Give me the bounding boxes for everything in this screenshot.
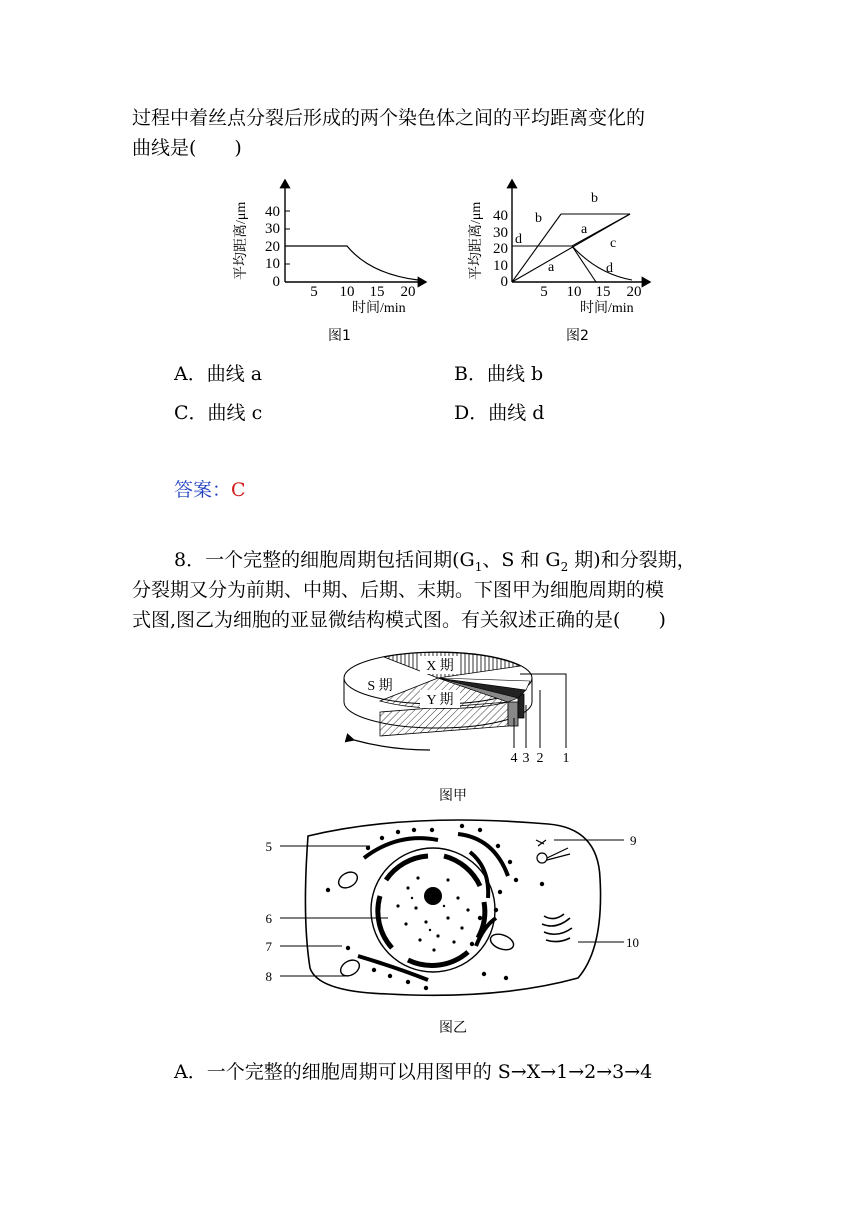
figure2-xtick: 5 [540, 284, 548, 300]
part-label-7: 7 [265, 939, 272, 954]
figure2-curve-label: b [535, 211, 542, 226]
q7-stem-line2: 曲线是( ) [132, 137, 242, 159]
part-label-8: 8 [265, 969, 272, 984]
phase-number: 3 [522, 751, 530, 766]
figure1-ylabel: 平均距离/μm [234, 201, 249, 280]
figure2-curve-label: c [610, 236, 617, 251]
q8-stem-line2: 分裂期又分为前期、中期、后期、末期。下图甲为细胞周期的模 [132, 579, 665, 601]
figure1-xtick: 15 [369, 284, 385, 300]
phase-number: 1 [562, 751, 570, 766]
rotation-arrow [354, 740, 430, 750]
answer-label: 答案： [174, 479, 232, 501]
q7-option-c: C．曲线 c [174, 402, 263, 424]
figure1-xtick: 10 [339, 284, 355, 300]
q7-option-d: D．曲线 d [454, 402, 545, 424]
part-label-9: 9 [630, 833, 637, 848]
figure2-xtick: 20 [626, 284, 642, 300]
figure1-ytick: 30 [265, 221, 280, 237]
phase-number: 4 [510, 751, 518, 766]
figure2-graph [460, 176, 660, 326]
figure2-ylabel: 平均距离/μm [469, 201, 484, 280]
nucleolus [424, 887, 442, 905]
figure1-curve [285, 246, 418, 280]
sector-y-label: Y 期 [426, 693, 454, 708]
part-label-6: 6 [265, 911, 272, 926]
q7-option-a: A．曲线 a [174, 363, 263, 385]
figure2-curve-label: a [581, 222, 588, 237]
q7-option-b: B．曲线 b [454, 363, 544, 385]
figure1-graph [230, 176, 430, 326]
pie-side-black [518, 694, 524, 718]
q8-stem-line1: 8．一个完整的细胞周期包括间期($G_1$、S 和 $G_2$ 期)和分裂期， [174, 549, 696, 574]
part-label-10: 10 [626, 935, 639, 950]
figure1-xtick: 20 [400, 284, 416, 300]
figure2-curve-label: a [548, 260, 555, 275]
figure2-xtick: 10 [566, 284, 582, 300]
answer-value: C [231, 479, 246, 501]
figure2-curve-label: d [606, 261, 613, 276]
sector-s-label: S 期 [367, 679, 393, 694]
figure-yi-caption: 图乙 [439, 1020, 467, 1036]
figure2-curve-label: d [515, 232, 522, 247]
q8-option-a: A．一个完整的细胞周期可以用图甲的 S→X→1→2→3→4 [174, 1061, 653, 1083]
figure-jia-caption: 图甲 [439, 788, 467, 804]
part-label-5: 5 [265, 839, 272, 854]
figure2-ytick: 30 [493, 225, 508, 241]
figure2-curve-label: b [591, 191, 598, 206]
q8-stem-line3: 式图,图乙为细胞的亚显微结构模式图。有关叙述正确的是( ) [132, 609, 666, 631]
figure2-ytick: 10 [493, 258, 508, 274]
figure1-xtick: 5 [310, 284, 318, 300]
pie-side-dark [508, 702, 518, 726]
figure2-ytick: 40 [493, 208, 508, 224]
figure2-ytick: 0 [500, 274, 508, 290]
figure2-ytick: 20 [493, 241, 508, 257]
figure1-xlabel: 时间/min [352, 301, 406, 316]
cell-cycle-pie-diagram [340, 650, 600, 770]
figure1-ytick: 40 [265, 204, 280, 220]
q7-stem-line1: 过程中着丝点分裂后形成的两个染色体之间的平均距离变化的 [132, 107, 646, 129]
phase-number: 2 [536, 751, 544, 766]
figure2-xlabel: 时间/min [580, 301, 634, 316]
nucleus [371, 848, 495, 972]
q7-answer [174, 478, 246, 502]
figure1-ytick: 0 [272, 274, 280, 290]
figure1-caption: 图1 [328, 328, 351, 344]
figure2-xtick: 15 [595, 284, 611, 300]
figure2-curve-d [572, 246, 632, 280]
figure1-ytick: 10 [265, 256, 280, 272]
sector-x-label: X 期 [426, 659, 454, 674]
figure1-ytick: 20 [265, 239, 280, 255]
cell-ultrastructure-diagram [258, 818, 658, 1008]
figure2-caption: 图2 [566, 328, 589, 344]
